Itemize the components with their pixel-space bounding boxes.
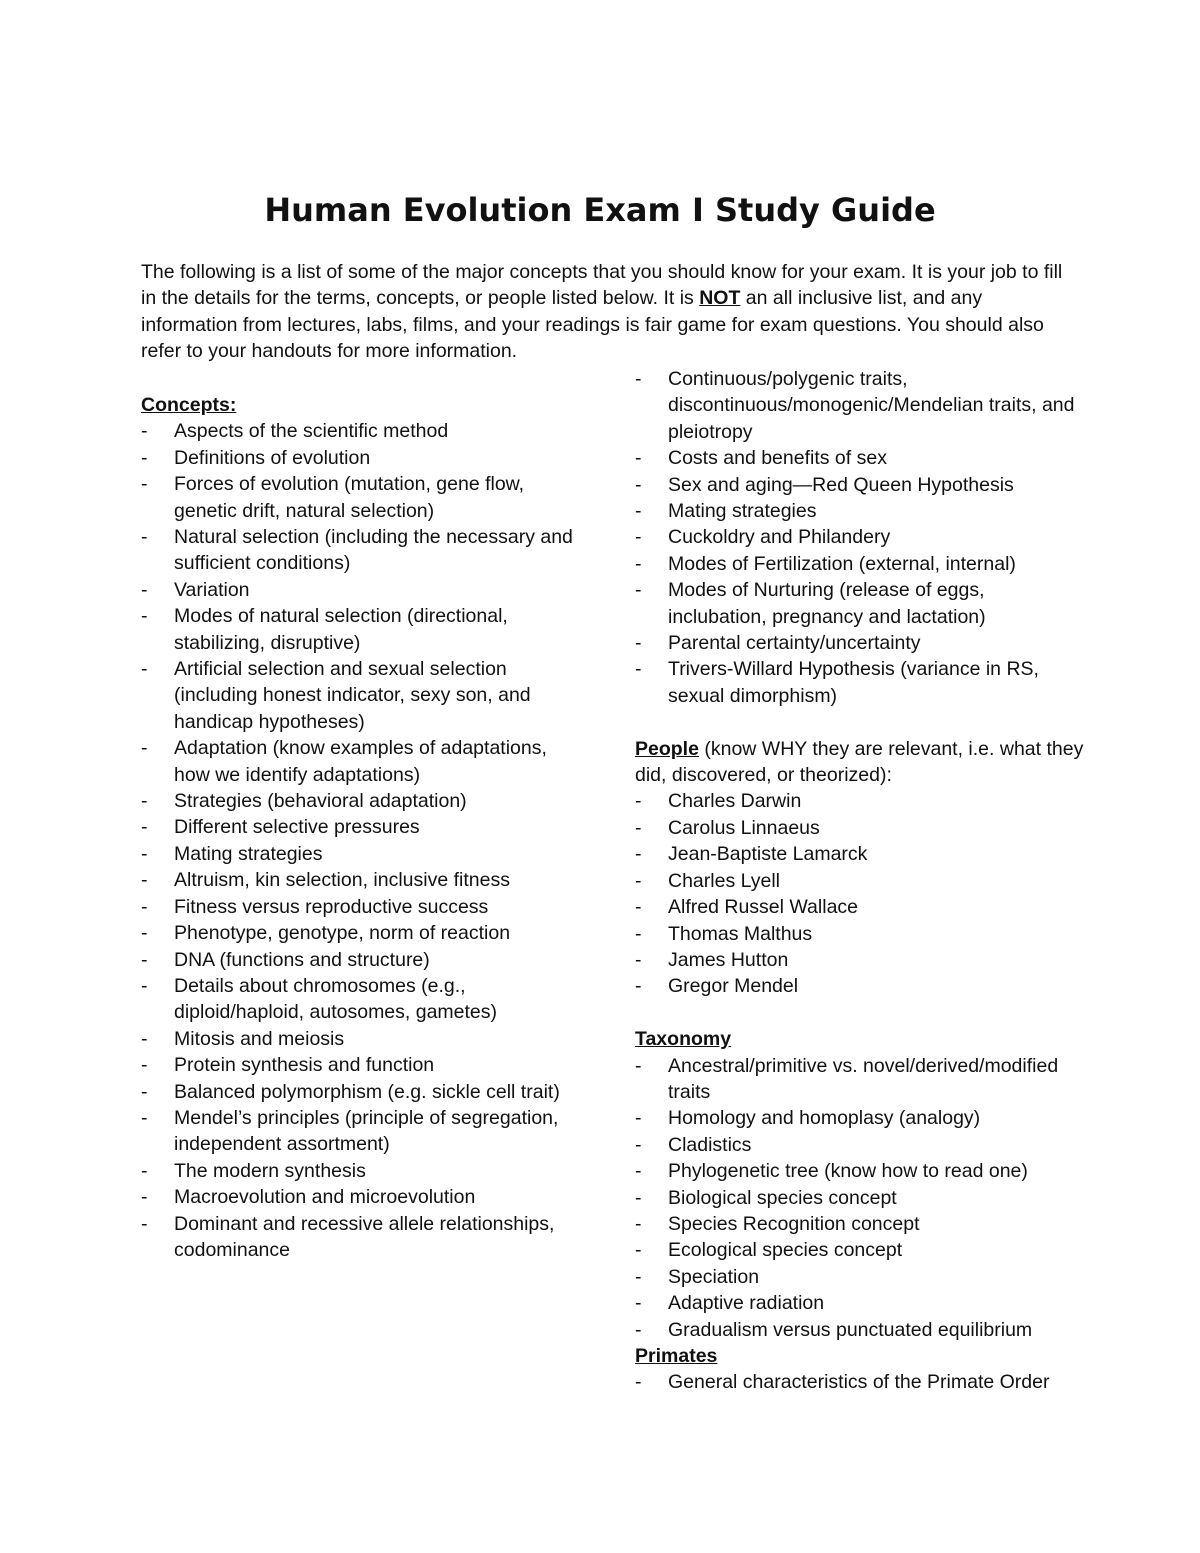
list-item-text: Homology and homoplasy (analogy) [668, 1107, 981, 1130]
list-item-text: Definitions of evolution [174, 446, 371, 469]
list-item-text: Modes of Fertilization (external, internal) [668, 552, 1016, 575]
list-item [635, 947, 1085, 973]
list-item [635, 921, 1085, 947]
spacer [635, 1000, 1085, 1026]
list-item-text: Charles Lyell [668, 869, 780, 892]
list-item-text: Carolus Linnaeus [668, 816, 820, 839]
list-item [635, 630, 1085, 656]
list-item-text: Mendel’s principles (principle of segregation, independent assortment) [174, 1106, 559, 1156]
list-item-text: Modes of natural selection (directional, stabilizing, disruptive) [174, 605, 508, 654]
intro-emphasis: NOT [699, 287, 741, 310]
bullet-dash: - [635, 1107, 642, 1130]
bullet-dash: - [141, 842, 148, 865]
concepts-heading-line [141, 392, 581, 418]
bullet-dash: - [635, 1318, 642, 1341]
list-item [635, 1053, 1085, 1106]
bullet-dash: - [635, 790, 642, 813]
list-item-text: Protein synthesis and function [174, 1054, 435, 1077]
list-item-text: General characteristics of the Primate Order [668, 1371, 1050, 1394]
list-item [141, 1079, 581, 1105]
bullet-dash: - [141, 605, 148, 628]
people-heading: People [635, 737, 699, 760]
concepts-heading: Concepts: [141, 394, 237, 416]
list-item-text: Continuous/polygenic traits, discontinuous/monogenic/Mendelian traits, and pleiotropy [668, 368, 1075, 443]
people-list [635, 788, 1085, 999]
bullet-dash: - [141, 816, 148, 839]
list-item [635, 1290, 1085, 1316]
bullet-dash: - [635, 500, 642, 523]
list-item-text: Strategies (behavioral adaptation) [174, 790, 467, 813]
list-item-text: Phylogenetic tree (know how to read one) [668, 1160, 1028, 1183]
list-item [635, 1158, 1085, 1184]
list-item [635, 841, 1085, 867]
list-item-text: Macroevolution and microevolution [174, 1186, 476, 1209]
taxonomy-heading-line [635, 1026, 1085, 1052]
list-item-text: Costs and benefits of sex [668, 447, 887, 470]
list-item [141, 418, 581, 444]
taxonomy-heading: Taxonomy [635, 1028, 732, 1051]
bullet-dash: - [141, 1080, 148, 1103]
bullet-dash: - [635, 552, 642, 575]
bullet-dash: - [635, 896, 642, 919]
list-item [635, 498, 1085, 524]
list-item-text: Jean-Baptiste Lamarck [668, 843, 868, 866]
list-item [141, 735, 581, 788]
list-item [141, 920, 581, 946]
bullet-dash: - [635, 579, 642, 602]
bullet-dash: - [141, 737, 148, 760]
list-item [635, 445, 1085, 471]
bullet-dash: - [141, 526, 148, 549]
list-item [141, 471, 581, 524]
list-item-text: James Hutton [668, 948, 789, 971]
list-item [635, 815, 1085, 841]
list-item [141, 814, 581, 840]
bullet-dash: - [141, 658, 148, 681]
list-item [141, 973, 581, 1026]
list-item-text: Dominant and recessive allele relationships, codominance [174, 1212, 555, 1261]
intro-text-1: The following is a list of some of the major concepts that you should know for your exam. It is your job to fill in the details for the terms, concepts, or people listed below. It is [141, 261, 1063, 310]
bullet-dash: - [141, 446, 148, 469]
bullet-dash: - [141, 1212, 148, 1235]
list-item-text: Aspects of the scientific method [174, 420, 449, 443]
concepts-continued-list [635, 366, 1085, 709]
list-item [635, 1264, 1085, 1290]
bullet-dash: - [635, 1371, 642, 1394]
list-item [141, 1052, 581, 1078]
list-item-text: Ecological species concept [668, 1239, 903, 1262]
list-item [141, 1184, 581, 1210]
list-item [141, 603, 581, 656]
bullet-dash: - [141, 1027, 148, 1050]
list-item-text: Variation [174, 578, 250, 601]
list-item [141, 445, 581, 471]
concepts-list [141, 418, 581, 1263]
primates-list [635, 1369, 1085, 1395]
spacer [635, 709, 1085, 735]
list-item-text: Gregor Mendel [668, 975, 799, 998]
list-item [141, 894, 581, 920]
list-item [635, 366, 1085, 445]
bullet-dash: - [141, 1159, 148, 1182]
list-item [635, 551, 1085, 577]
taxonomy-list [635, 1053, 1085, 1343]
bullet-dash: - [635, 843, 642, 866]
bullet-dash: - [141, 420, 148, 443]
list-item [141, 1105, 581, 1158]
bullet-dash: - [141, 578, 148, 601]
bullet-dash: - [141, 1054, 148, 1077]
bullet-dash: - [635, 1239, 642, 1262]
bullet-dash: - [141, 922, 148, 945]
list-item-text: Adaptation (know examples of adaptations, how we identify adaptations) [174, 737, 547, 786]
bullet-dash: - [141, 974, 148, 997]
list-item [635, 788, 1085, 814]
bullet-dash: - [635, 1054, 642, 1077]
list-item-text: DNA (functions and structure) [174, 948, 430, 971]
bullet-dash: - [635, 1133, 642, 1156]
list-item-text: Phenotype, genotype, norm of reaction [174, 922, 511, 945]
bullet-dash: - [141, 948, 148, 971]
list-item-text: Species Recognition concept [668, 1212, 920, 1235]
bullet-dash: - [141, 869, 148, 892]
list-item [635, 1132, 1085, 1158]
bullet-dash: - [635, 1160, 642, 1183]
list-item-text: Cladistics [668, 1133, 752, 1156]
bullet-dash: - [141, 473, 148, 496]
list-item-text: Alfred Russel Wallace [668, 896, 859, 919]
people-heading-line [635, 736, 1085, 789]
bullet-dash: - [141, 790, 148, 813]
intro-text-2: an all inclusive list, and any information from lectures, labs, films, and your readings is fair game for exam questions. You should also refer to your handouts for more information. [141, 287, 1044, 363]
bullet-dash: - [635, 473, 642, 496]
bullet-dash: - [635, 975, 642, 998]
list-item [635, 656, 1085, 709]
bullet-dash: - [635, 368, 642, 390]
list-item [635, 1317, 1085, 1343]
list-item [635, 524, 1085, 550]
bullet-dash: - [635, 632, 642, 655]
list-item-text: Biological species concept [668, 1186, 897, 1209]
right-column [635, 366, 1085, 1396]
bullet-dash: - [141, 1106, 148, 1129]
bullet-dash: - [635, 658, 642, 681]
list-item [635, 472, 1085, 498]
bullet-dash: - [141, 1186, 148, 1209]
list-item [141, 867, 581, 893]
list-item-text: Altruism, kin selection, inclusive fitness [174, 869, 510, 892]
bullet-dash: - [635, 1212, 642, 1235]
list-item [141, 1026, 581, 1052]
bullet-dash: - [635, 922, 642, 945]
list-item-text: Trivers-Willard Hypothesis (variance in RS, sexual dimorphism) [668, 658, 1039, 707]
bullet-dash: - [635, 1292, 642, 1315]
list-item-text: Ancestral/primitive vs. novel/derived/modified traits [668, 1054, 1059, 1103]
list-item-text: Adaptive radiation [668, 1292, 825, 1315]
list-item-text: Details about chromosomes (e.g., diploid/haploid, autosomes, gametes) [174, 974, 498, 1024]
people-note: (know WHY they are relevant, i.e. what they did, discovered, or theorized): [635, 737, 1084, 787]
list-item-text: Fitness versus reproductive success [174, 895, 489, 918]
bullet-dash: - [635, 869, 642, 892]
bullet-dash: - [635, 447, 642, 470]
bullet-dash: - [635, 816, 642, 839]
list-item [635, 973, 1085, 999]
list-item [141, 788, 581, 814]
bullet-dash: - [635, 1186, 642, 1209]
list-item-text: Mating strategies [174, 842, 323, 865]
list-item-text: Natural selection (including the necessary and sufficient conditions) [174, 526, 573, 575]
list-item [635, 577, 1085, 630]
list-item-text: Speciation [668, 1265, 760, 1288]
primates-heading: Primates [635, 1344, 718, 1367]
list-item [635, 1105, 1085, 1131]
list-item [141, 1211, 581, 1264]
left-column [141, 392, 581, 1263]
list-item [635, 1237, 1085, 1263]
list-item-text: Balanced polymorphism (e.g. sickle cell trait) [174, 1080, 560, 1103]
list-item-text: Cuckoldry and Philandery [668, 526, 891, 549]
document-title: Human Evolution Exam I Study Guide [264, 191, 936, 229]
bullet-dash: - [635, 948, 642, 971]
list-item [635, 868, 1085, 894]
list-item-text: Parental certainty/uncertainty [668, 632, 921, 655]
list-item-text: Mitosis and meiosis [174, 1027, 345, 1050]
list-item-text: Artificial selection and sexual selection (including honest indicator, sexy son, and handicap hypotheses) [174, 658, 531, 733]
list-item [635, 1369, 1085, 1395]
list-item-text: Charles Darwin [668, 790, 802, 813]
bullet-dash: - [635, 526, 642, 549]
list-item [141, 947, 581, 973]
bullet-dash: - [635, 1265, 642, 1288]
list-item-text: Different selective pressures [174, 816, 420, 839]
bullet-dash: - [141, 895, 148, 918]
intro-paragraph [141, 259, 1071, 365]
list-item-text: Mating strategies [668, 500, 817, 523]
list-item-text: Thomas Malthus [668, 922, 813, 945]
list-item [635, 894, 1085, 920]
list-item [635, 1185, 1085, 1211]
primates-heading-line [635, 1343, 1085, 1369]
list-item [141, 841, 581, 867]
list-item-text: The modern synthesis [174, 1159, 366, 1182]
list-item-text: Sex and aging—Red Queen Hypothesis [668, 473, 1014, 496]
list-item [141, 1158, 581, 1184]
list-item [141, 577, 581, 603]
list-item-text: Forces of evolution (mutation, gene flow, genetic drift, natural selection) [174, 473, 525, 522]
list-item-text: Modes of Nurturing (release of eggs, inclubation, pregnancy and lactation) [668, 579, 986, 628]
list-item-text: Gradualism versus punctuated equilibrium [668, 1318, 1033, 1341]
list-item [141, 656, 581, 735]
list-item [141, 524, 581, 577]
list-item [635, 1211, 1085, 1237]
